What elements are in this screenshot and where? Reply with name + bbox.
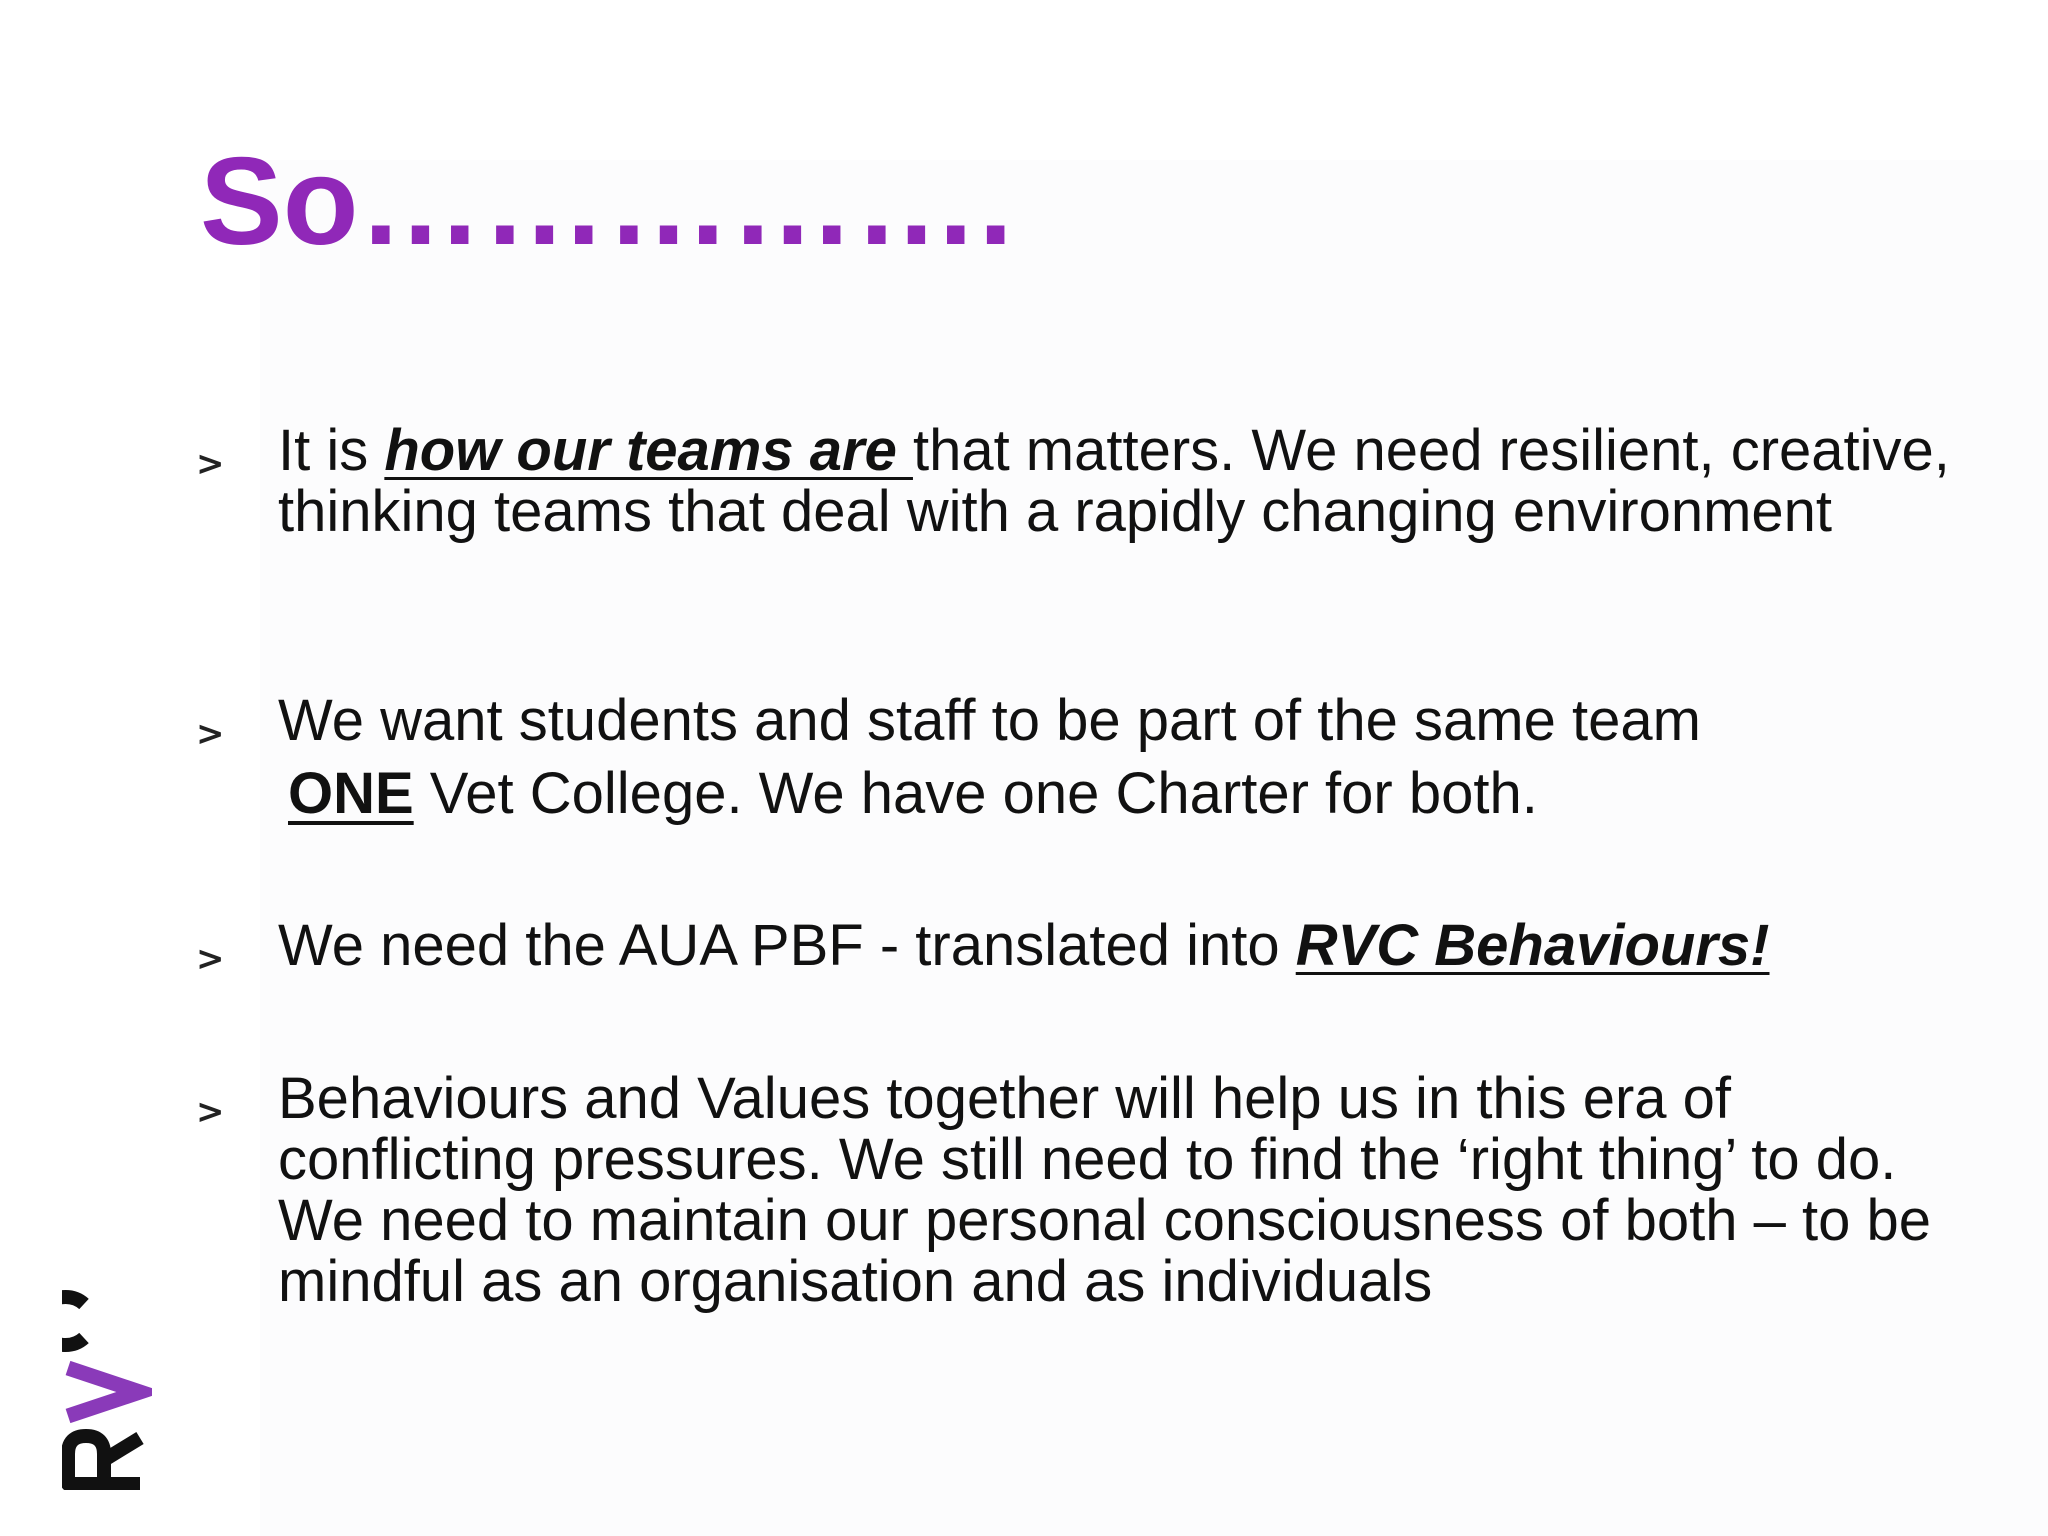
bullet-2-line1: We want students and staff to be part of the same team (278, 688, 1701, 753)
bullet-2-strong: ONE (288, 761, 414, 826)
bullet-2-line2 (278, 763, 1978, 824)
logo-letter-c (62, 1297, 84, 1345)
bullet-1-emphasis: how our teams are (384, 418, 913, 483)
logo-letter-r (68, 1436, 140, 1484)
bullet-3-pre: We need the AUA PBF - translated into (278, 913, 1296, 978)
bullet-text-1 (278, 420, 1978, 542)
slide-title: So……………. (200, 133, 1013, 271)
bullet-arrow-icon: > (196, 939, 225, 979)
bullet-arrow-icon: > (196, 714, 225, 754)
bullet-text-3 (278, 915, 1978, 976)
bullet-text-2 (278, 690, 1978, 824)
bullet-arrow-icon: > (196, 444, 225, 484)
bullet-1-pre: It is (278, 418, 385, 483)
bullet-text-4: Behaviours and Values together will help us in this era of conflicting pressures. We still need to find the ‘right thing’ to do. We need to maintain our personal consciousness of both – to be mindful as an organisation and as individuals (278, 1066, 1931, 1314)
rvc-logo-letters (62, 1297, 140, 1484)
bullet-arrow-icon: > (196, 1092, 225, 1132)
bullet-2-post: Vet College. We have one Charter for both. (413, 761, 1538, 826)
bullet-1-post: that matters. We need resilient, creative, thinking teams that deal with a rapidly changing environment (278, 418, 1950, 544)
content-panel (260, 160, 2048, 1536)
bullet-3-emphasis: RVC Behaviours! (1295, 913, 1770, 978)
rvc-logo (62, 1290, 152, 1490)
logo-letter-v (68, 1368, 140, 1416)
